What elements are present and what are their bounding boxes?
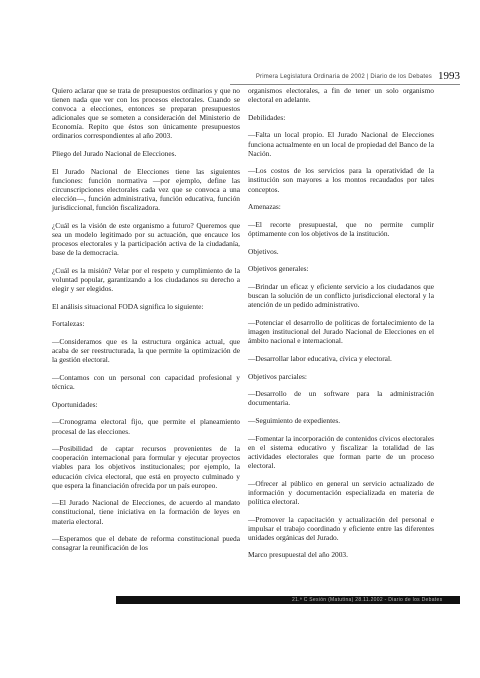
paragraph: —Contamos con un personal con capacidad profesional y técnica.: [52, 373, 240, 392]
paragraph: —Fomentar la incorporación de contenidos cívicos electorales en el sistema educativo y fiscalizar la totalidad de las actividades electorales que forman parte de un proceso electoral.: [248, 433, 434, 470]
paragraph: —Brindar un eficaz y eficiente servicio a los ciudadanos que buscan la solución de un conflicto jurisdiccional electoral y la atención de un pedido administrativo.: [248, 282, 434, 310]
paragraph: —Ofrecer al público en general un servicio actualizado de información y documentación especializada en materia de política electoral.: [248, 478, 434, 506]
paragraph: —Cronograma electoral fijo, que permite el planeamiento procesal de las elecciones.: [52, 417, 240, 436]
paragraph: Marco presupuestal del año 2003.: [248, 550, 348, 560]
paragraph: —Promover la capacitación y actualización del personal e impulsar el trabajo coordinado y eficiente entre las diferentes unidades orgánicas del Jurado.: [248, 514, 434, 542]
paragraph: Amenazas:: [248, 202, 281, 212]
paragraph: —Posibilidad de captar recursos provenientes de la cooperación internacional para formular y ejecutar proyectos viables para los objetivos institucionales; por ejemplo, la educación cívica electoral, que está en proyecto culminado y que espera la financiación ofrecida por un país europeo.: [52, 444, 240, 490]
footer-bar: [116, 596, 460, 604]
paragraph: El análisis situacional FODA significa lo siguiente:: [52, 301, 204, 311]
paragraph: —Esperamos que el debate de reforma constitucional pueda consagrar la reunificación de los: [52, 534, 240, 553]
left-column: [52, 86, 240, 561]
paragraph: —Desarrollo de un software para la administración documentaria.: [248, 389, 434, 408]
paragraph: —El Jurado Nacional de Elecciones, de acuerdo al mandato constitucional, tiene iniciativa en la formación de leyes en materia electoral.: [52, 498, 240, 526]
paragraph: Debilidades:: [248, 112, 286, 122]
paragraph: —Potenciar el desarrollo de políticas de fortalecimiento de la imagen institucional del Jurado Nacional de Elecciones en el ámbito nacional e internacional.: [248, 317, 434, 346]
page-header: [230, 70, 460, 84]
footer-text: 21.ª C Sesión (Matutina) 28.11.2002 - Diario de los Debates: [292, 597, 443, 603]
paragraph: Objetivos parciales:: [248, 371, 307, 381]
paragraph: —Los costos de los servicios para la operatividad de la institución son mayores a los montos recaudados por tales conceptos.: [248, 166, 434, 194]
paragraph: —El recorte presupuestal, que no permite cumplir óptimamente con los objetivos de la institución.: [248, 219, 434, 238]
paragraph: El Jurado Nacional de Elecciones tiene las siguientes funciones: función normativa —por ejemplo, define las circunscripciones electorales cada vez que se convoca a una elección—, función administrativa, función educativa, función jurisdiccional, función fiscalizadora.: [52, 166, 240, 213]
header-rule: [230, 84, 460, 85]
paragraph: —Consideramos que es la estructura orgánica actual, que acaba de ser reestructurada, la que permite la optimización de la gestión electoral.: [52, 337, 240, 365]
page-number: 1993: [438, 70, 460, 82]
paragraph: Quiero aclarar que se trata de presupuestos ordinarios y que no tienen nada que ver con los procesos electorales. Cuando se convoca a elecciones, entonces se preparan presupuestos adicionales que se someten a consideración del Ministerio de Economía. Repito que éstos son únicamente presupuestos ordinarios correspondientes al año 2003.: [52, 86, 240, 141]
paragraph: ¿Cuál es la visión de este organismo a futuro? Queremos que sea un modelo legitimado por su actuación, que encauce los procesos electorales y la participación activa de la ciudadanía, base de la democracia.: [52, 220, 240, 258]
paragraph: Pliego del Jurado Nacional de Elecciones.: [52, 149, 177, 159]
paragraph: Oportunidades:: [52, 399, 98, 409]
paragraph: Objetivos generales:: [248, 264, 309, 274]
paragraph: ¿Cuál es la misión? Velar por el respeto y cumplimiento de la voluntad popular, garantizando a los ciudadanos su derecho a elegir y ser elegidos.: [52, 265, 240, 294]
header-text: Primera Legislatura Ordinaria de 2002 | Diario de los Debates: [255, 74, 432, 80]
paragraph: —Falta un local propio. El Jurado Nacional de Elecciones funciona actualmente en un local de propiedad del Banco de la Nación.: [248, 130, 434, 158]
paragraph: —Seguimiento de expedientes.: [248, 415, 341, 425]
right-column: [248, 86, 434, 568]
paragraph: organismos electorales, a fin de tener un solo organismo electoral en adelante.: [248, 86, 434, 105]
paragraph: —Desarrollar labor educativa, cívica y electoral.: [248, 353, 392, 363]
paragraph: Fortalezas:: [52, 319, 85, 329]
paragraph: Objetivos.: [248, 246, 279, 256]
